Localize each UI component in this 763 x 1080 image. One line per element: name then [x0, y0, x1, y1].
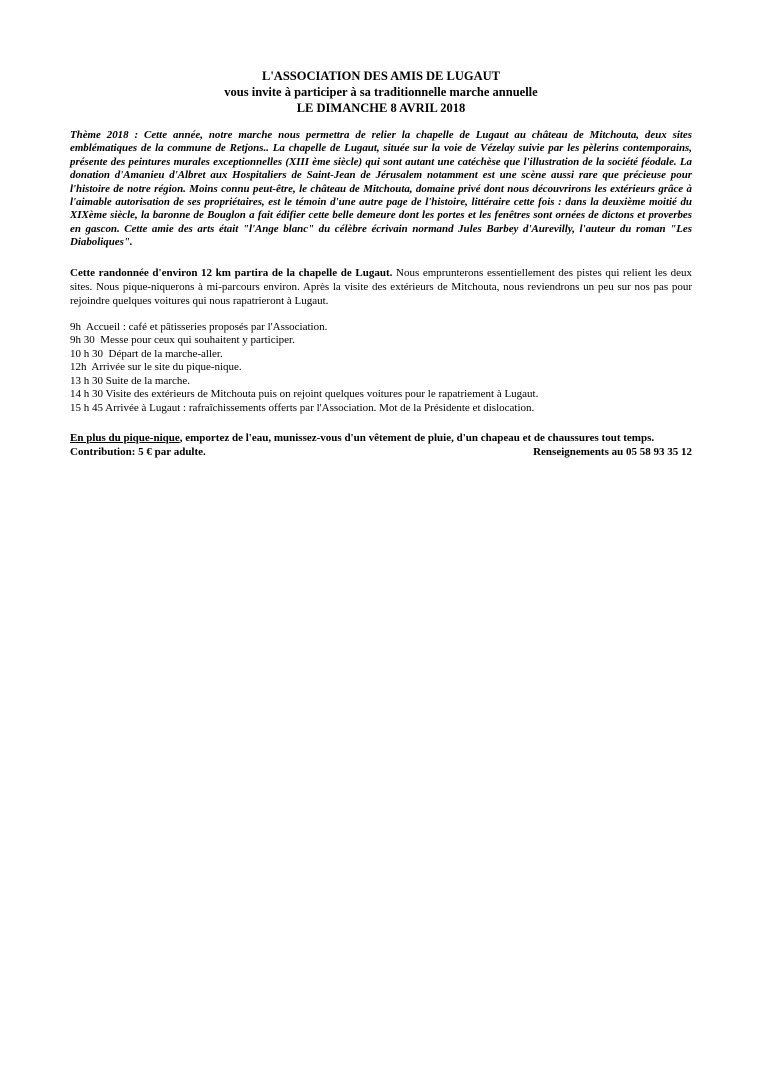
schedule-item-9h30: 9h 30 Messe pour ceux qui souhaitent y participer.: [70, 334, 295, 347]
contribution-note: Contribution: 5 € par adulte.: [70, 446, 206, 459]
footer-advice-line: [70, 431, 692, 445]
phone-contact: Renseignements au 05 58 93 35 12: [533, 446, 692, 459]
event-date: LE DIMANCHE 8 AVRIL 2018: [296, 101, 466, 115]
walk-distance-lead: Cette randonnée d'environ 12 km partira de la chapelle de Lugaut.: [70, 266, 393, 279]
schedule-item-9h: 9h Accueil : café et pâtisseries proposés par l'Association.: [70, 320, 328, 333]
schedule-item-15h45: 15 h 45 Arrivée à Lugaut : rafraîchissements offerts par l'Association. Mot de la Présidente et dislocation.: [70, 401, 535, 414]
footer-contact-row: [70, 445, 692, 459]
document-title-block: [70, 68, 692, 116]
theme-2018-paragraph: Thème 2018 : Cette année, notre marche nous permettra de relier la chapelle de Lugaut au château de Mitchouta, deux sites emblématiques de la commune de Retjons.. La chapelle de Lugaut, située sur la voie de Vézelay suivie par les pèlerins contemporains, présente des peintures murales exceptionnelles (XIII ème siècle) qui sont autant une catéchèse que l'illustration de la société féodale. La donation d'Amanieu d'Albret aux Hospitaliers de Saint-Jean de Jérusalem notamment est une scène aussi rare que précieuse pour l'histoire de notre région. Moins connu peut-être, le château de Mitchouta, domaine privé dont nous découvrirons les extérieurs grâce à l'aimable autorisation de ses propriétaires, est le témoin d'une autre page de l'histoire, littéraire cette fois : dans la deuxième moitié du XIXème siècle, la baronne de Bouglon a fait édifier cette belle demeure dont les portes et les fenêtres sont ornées de dictons et proverbes en gascon. Cette amie des arts était "l'Ange blanc" du célèbre écrivain normand Jules Barbey d'Aurevilly, l'auteur du roman "Les Diaboliques".: [70, 129, 692, 249]
association-name: L'ASSOCIATION DES AMIS DE LUGAUT: [261, 69, 501, 83]
walk-description-text: Nous emprunterons essentiellement des pistes qui relient les deux sites. Nous pique-niquerons à mi-parcours environ. Après la visite des extérieurs de Mitchouta, nous reviendrons un peu sur nos pas pour rejoindre quelques voitures qui nous rapatrieront à Lugaut.: [70, 266, 692, 307]
footer-advice-underlined: En plus du pique-nique: [70, 432, 180, 445]
schedule-list: [70, 321, 692, 416]
footer-advice-rest: , emportez de l'eau, munissez-vous d'un vêtement de pluie, d'un chapeau et de chaussures tout temps.: [179, 432, 655, 445]
walk-description-paragraph: [70, 266, 692, 308]
schedule-item-14h30: 14 h 30 Visite des extérieurs de Mitchouta puis on rejoint quelques voitures pour le rapatriement à Lugaut.: [70, 388, 539, 401]
invitation-line: vous invite à participer à sa traditionnelle marche annuelle: [224, 85, 538, 99]
schedule-item-12h: 12h Arrivée sur le site du pique-nique.: [70, 361, 242, 374]
schedule-item-10h30: 10 h 30 Départ de la marche-aller.: [70, 347, 223, 360]
schedule-item-13h30: 13 h 30 Suite de la marche.: [70, 374, 191, 387]
